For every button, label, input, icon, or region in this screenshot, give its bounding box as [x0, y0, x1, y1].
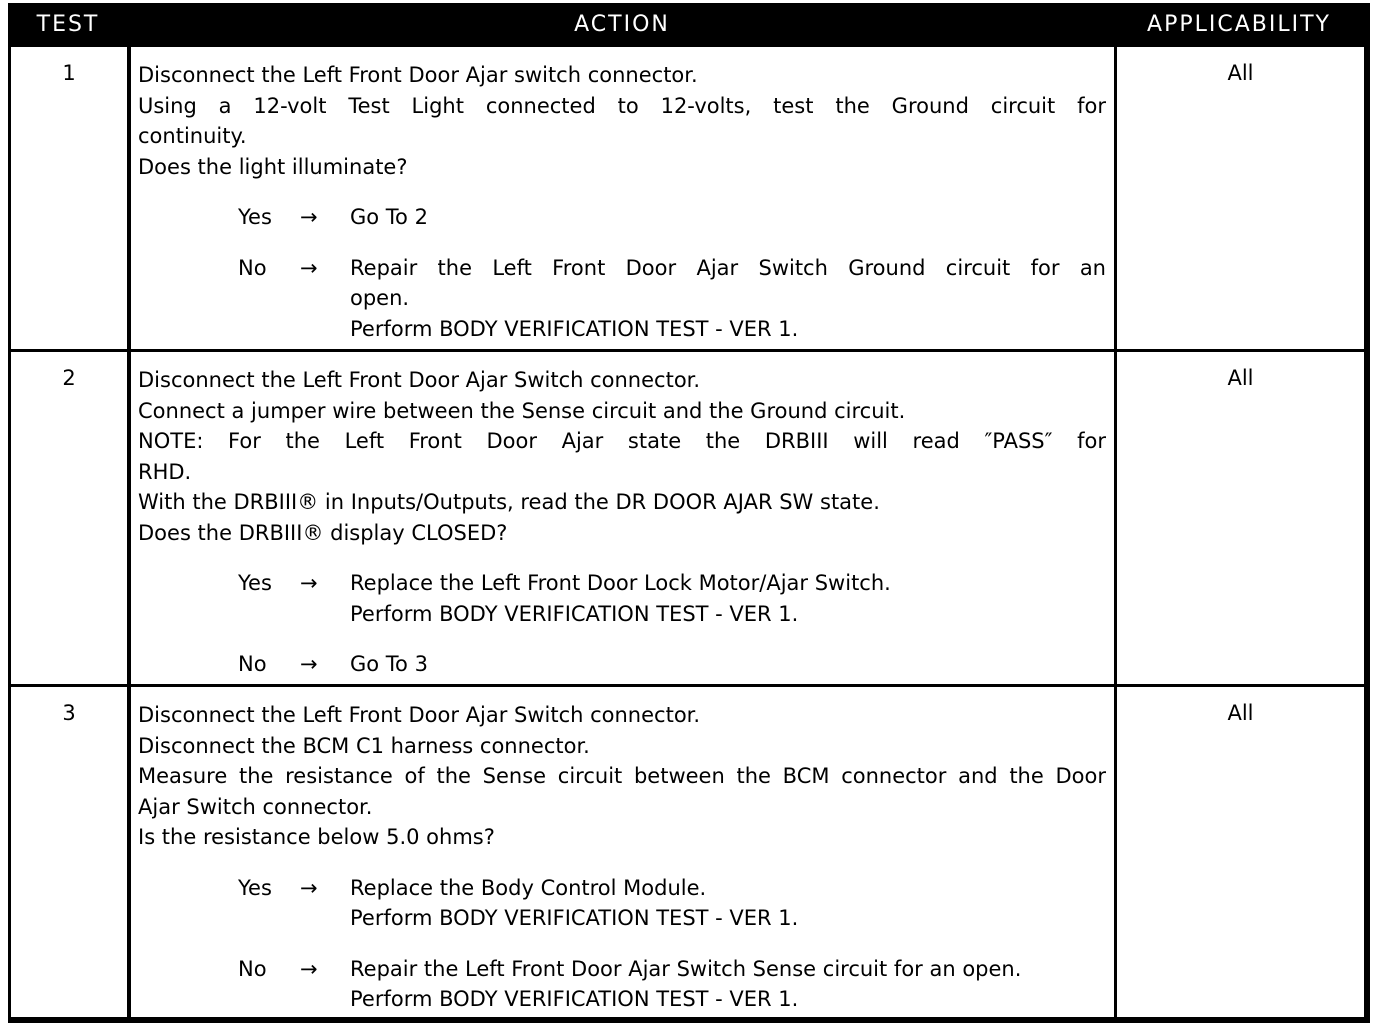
no-result-text: Repair the Left Front Door Ajar Switch Ground circuit for an — [350, 255, 1106, 280]
right-arrow-icon: → — [300, 956, 318, 981]
action-instruction: Using a 12-volt Test Light connected to 12-volts, test the Ground circuit for — [138, 93, 1106, 118]
no-branch — [138, 253, 1106, 345]
no-result-text: Perform BODY VERIFICATION TEST - VER 1. — [350, 987, 799, 1011]
no-label: No — [238, 652, 267, 676]
yes-result-text: Replace the Body Control Module. — [350, 875, 707, 900]
yes-branch — [138, 873, 1106, 934]
action-instruction: Is the resistance below 5.0 ohms? — [138, 825, 495, 849]
yes-result-text: Go To 2 — [350, 205, 428, 229]
applicability-cell — [1117, 352, 1364, 684]
yes-result-text: Perform BODY VERIFICATION TEST - VER 1. — [350, 906, 799, 930]
column-header-test: TEST — [36, 12, 100, 37]
no-label: No — [238, 255, 267, 280]
test-number: 2 — [62, 366, 76, 390]
column-header-action: ACTION — [574, 12, 670, 37]
action-instruction: Ajar Switch connector. — [138, 794, 373, 819]
test-number: 1 — [62, 61, 76, 85]
test-number-cell — [11, 352, 127, 684]
applicability-value: All — [1227, 61, 1254, 85]
action-instruction: Connect a jumper wire between the Sense circuit and the Ground circuit. — [138, 398, 906, 423]
column-header-applicability: APPLICABILITY — [1147, 12, 1331, 37]
action-instruction: NOTE: For the Left Front Door Ajar state the DRBIII will read ″PASS″ for — [138, 429, 1106, 453]
right-arrow-icon: → — [300, 255, 318, 280]
action-instruction: With the DRBIII® in Inputs/Outputs, read the DR DOOR AJAR SW state. — [138, 490, 880, 514]
no-result-text: Repair the Left Front Door Ajar Switch Sense circuit for an open. — [350, 956, 1022, 981]
applicability-cell — [1117, 687, 1364, 1017]
diagnostic-test-table — [8, 3, 1370, 1023]
test-number-cell — [11, 687, 127, 1017]
action-cell — [131, 687, 1114, 1017]
right-arrow-icon: → — [300, 571, 318, 595]
no-result-text: Perform BODY VERIFICATION TEST - VER 1. — [350, 316, 799, 341]
test-number: 3 — [62, 701, 76, 725]
yes-result-text: Perform BODY VERIFICATION TEST - VER 1. — [350, 601, 799, 626]
yes-result-text: Replace the Left Front Door Lock Motor/Ajar Switch. — [350, 571, 891, 595]
action-instruction: continuity. — [138, 124, 247, 148]
right-arrow-icon: → — [300, 875, 318, 900]
action-instruction: Disconnect the BCM C1 harness connector. — [138, 733, 590, 758]
action-instruction: Disconnect the Left Front Door Ajar Switch connector. — [138, 703, 701, 727]
action-instruction: RHD. — [138, 459, 192, 484]
no-result-text: Go To 3 — [350, 652, 428, 676]
action-cell — [131, 47, 1114, 349]
action-instruction: Measure the resistance of the Sense circuit between the BCM connector and the Door — [138, 764, 1106, 788]
no-branch — [138, 954, 1106, 1015]
applicability-value: All — [1227, 366, 1254, 390]
no-branch — [138, 649, 1106, 680]
applicability-value: All — [1227, 701, 1254, 725]
yes-label: Yes — [238, 571, 272, 595]
yes-branch — [138, 202, 1106, 233]
no-result-text: open. — [350, 286, 410, 310]
applicability-cell — [1117, 47, 1364, 349]
yes-label: Yes — [238, 875, 272, 900]
action-cell — [131, 352, 1114, 684]
test-number-cell — [11, 47, 127, 349]
right-arrow-icon: → — [300, 652, 318, 676]
right-arrow-icon: → — [300, 205, 318, 229]
action-instruction: Does the DRBIII® display CLOSED? — [138, 520, 508, 545]
action-instruction: Does the light illuminate? — [138, 154, 408, 179]
yes-branch — [138, 568, 1106, 629]
no-label: No — [238, 956, 267, 981]
yes-label: Yes — [238, 205, 272, 229]
action-instruction: Disconnect the Left Front Door Ajar Switch connector. — [138, 368, 701, 392]
action-instruction: Disconnect the Left Front Door Ajar switch connector. — [138, 63, 698, 87]
